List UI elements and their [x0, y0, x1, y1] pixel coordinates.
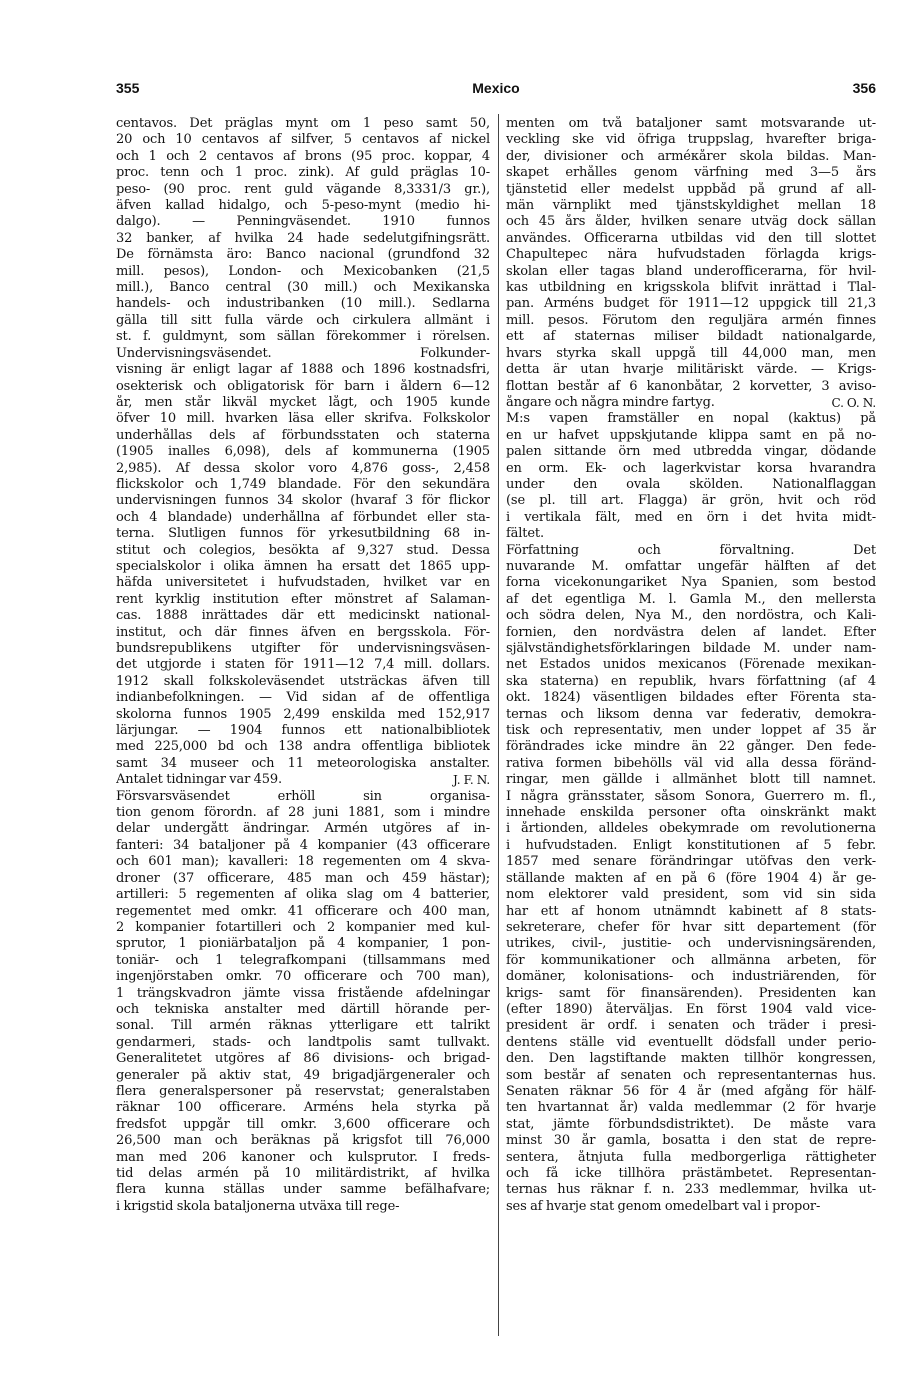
text-line [506, 1018, 876, 1034]
text-line [506, 296, 876, 312]
text-line-content: och tekniska anstalter med därtill hörande per- [116, 1001, 490, 1017]
text-line [506, 1068, 876, 1084]
text-line-content: det utgjorde i staten för 1911—12 7,4 mill. dollars. [116, 657, 490, 673]
text-line [116, 821, 490, 837]
text-line [506, 149, 876, 165]
text-line-content: artilleri: 5 regementen af olika slag om 4 batterier, [116, 887, 490, 903]
text-line-content: ett af staternas miliser bildadt nationalgarde, [506, 329, 876, 345]
text-line-content: lärjungar. — 1904 funnos ett nationalbibliotek [116, 723, 490, 739]
text-line [116, 116, 490, 132]
text-line-content: hvars styrka skall uppgå till 44,000 man, men [506, 345, 876, 361]
text-line [506, 444, 876, 460]
text-line [506, 362, 876, 378]
text-line-content: öfver 10 mill. hvarken läsa eller skrifva. Folkskolor [116, 411, 490, 427]
text-line-content: krigs- samt för finansärenden). Presidenten kan [506, 985, 876, 1001]
text-line [506, 1117, 876, 1133]
text-line-content: mill.), Banco central (30 mill.) och Mexikanska [116, 280, 490, 296]
text-line-content: dentens ställe vid eventuellt dödsfall under perio- [506, 1034, 876, 1050]
text-line-content: tjänstetid eller medelst uppbåd på grund af all- [506, 181, 876, 197]
text-line-content: specialskolor i olika ämnen ha ersatt det 1865 upp- [116, 558, 490, 574]
text-line [116, 1182, 490, 1198]
text-line [116, 1133, 490, 1149]
text-line [116, 657, 490, 673]
text-line [506, 789, 876, 805]
text-line [506, 182, 876, 198]
text-line-content: rent kyrklig institution efter mönstret af Salaman- [116, 591, 490, 607]
text-line-content: och 601 man); kavalleri: 18 regementen om 4 skva- [116, 854, 490, 870]
text-line [506, 264, 876, 280]
text-line [116, 953, 490, 969]
page-header [116, 78, 876, 98]
text-line [506, 1150, 876, 1166]
text-line-content: och 45 års ålder, hvilken senare utväg dock sällan [506, 214, 876, 230]
text-line [506, 1035, 876, 1051]
text-line [116, 887, 490, 903]
text-line [506, 657, 876, 673]
text-line [506, 1100, 876, 1116]
left-column [116, 116, 490, 1215]
text-line [506, 739, 876, 755]
text-line [506, 854, 876, 870]
text-line [506, 247, 876, 263]
text-line [506, 493, 876, 509]
text-line-content: i vertikala fält, med en örn i det hvita midt- [506, 509, 876, 525]
text-line-content: flera generalspersoner på reservstat; generalstaben [116, 1083, 490, 1099]
text-line-content: sonal. Till armén räknas ytterligare ett talrikt [116, 1018, 490, 1034]
text-line-content: dalgo). — Penningväsendet. 1910 funnos [116, 214, 490, 230]
text-line [506, 461, 876, 477]
text-line [506, 132, 876, 148]
running-head: Mexico [472, 80, 520, 96]
text-line-content: nom elektorer vald president, som vid sin sida [506, 887, 876, 903]
text-line [116, 543, 490, 559]
text-line-content: och 4 blandade) underhållna af förbundet eller sta- [116, 509, 490, 525]
column-divider [498, 114, 499, 1336]
text-line-content: domäner, kolonisations- och industriärenden, för [506, 969, 876, 985]
text-line [116, 214, 490, 230]
text-line [506, 707, 876, 723]
text-line-content: självständighetsförklaringen bildade M. under nam- [506, 641, 876, 656]
text-line-content: I några gränsstater, såsom Sonora, Guerrero m. fl., [506, 788, 876, 804]
text-line [506, 920, 876, 936]
text-line [116, 772, 490, 788]
text-line-content: fältet. [506, 526, 544, 542]
text-line-content: samt 34 museer och 11 meteorologiska anstalter. [116, 755, 490, 771]
text-line-content: ställande makten af en på 6 (före 1904 4) år ge- [506, 870, 876, 886]
text-line [506, 1182, 876, 1198]
text-line-content: förändrades icke mindre än 22 gånger. Den fede- [506, 739, 876, 755]
text-line [506, 280, 876, 296]
text-line [506, 214, 876, 230]
text-line [116, 838, 490, 854]
text-line-content: veckling ske vid öfriga truppslag, hvarefter briga- [506, 132, 876, 148]
text-line [506, 543, 876, 559]
text-line [506, 821, 876, 837]
text-line-content: gendarmeri, stads- och landtpolis samt tullvakt. [116, 1034, 490, 1050]
text-line-content: rativa formen bibehölls väl vid alla dessa föränd- [506, 755, 876, 771]
text-line [116, 165, 490, 181]
text-line-content: Antalet tidningar var 459. [116, 772, 282, 788]
text-line-content: droner (37 officerare, 485 man och 459 hästar); [116, 870, 490, 886]
text-line [506, 953, 876, 969]
text-line [116, 789, 490, 805]
text-line [506, 231, 876, 247]
text-line [506, 1166, 876, 1182]
text-line-content: skolan eller tagas bland underofficerarna, för hvil- [506, 263, 876, 279]
text-line-content: och södra delen, Nya M., den nordöstra, och Kali- [506, 608, 876, 624]
text-line [116, 707, 490, 723]
text-line-content: Undervisningsväsendet. Folkunder- [116, 345, 490, 361]
text-line-content: menten om två bataljoner samt motsvarande ut- [506, 116, 876, 131]
text-line [116, 296, 490, 312]
text-line-content: peso- (90 proc. rent guld vägande 8,3331/3 gr.), [116, 181, 490, 197]
text-line [116, 920, 490, 936]
text-line [116, 1150, 490, 1166]
text-line-content: net Estados unidos mexicanos (Förenade mexikan- [506, 657, 876, 673]
text-line [506, 477, 876, 493]
text-line-content: med 225,000 bd och 138 andra offentliga bibliotek [116, 739, 490, 755]
text-line-content: ternas och liksom denna var federativ, demokra- [506, 706, 876, 722]
text-line-content: Försvarsväsendet erhöll sin organisa- [116, 788, 490, 804]
text-line [506, 379, 876, 395]
text-line [116, 231, 490, 247]
text-line [506, 346, 876, 362]
text-line [116, 986, 490, 1002]
text-line [116, 461, 490, 477]
text-line [506, 198, 876, 214]
text-line [506, 904, 876, 920]
text-line-content: har ett af honom utnämndt kabinett af 8 stats- [506, 903, 876, 919]
text-line-content: pan. Arméns budget för 1911—12 uppgick till 21,3 [506, 296, 876, 312]
text-line [506, 329, 876, 345]
text-line-content: tid delas armén på 10 militärdistrikt, af hvilka [116, 1166, 490, 1181]
text-line [116, 1002, 490, 1018]
text-line [116, 280, 490, 296]
text-line-content: skapet erhålles genom värfning med 3—5 års [506, 165, 876, 181]
text-line [116, 690, 490, 706]
text-line [506, 116, 876, 132]
text-line [506, 805, 876, 821]
text-line-content: indianbefolkningen. — Vid sidan af de offentliga [116, 690, 490, 706]
text-line-content: (efter 1890) återväljas. En först 1904 vald vice- [506, 1001, 876, 1017]
text-line-content: palen sittande örn med utbredda vingar, dödande [506, 444, 876, 460]
text-line-content: stat, jämte förbundsdistriktet). De måste vara [506, 1116, 876, 1132]
text-line [116, 1035, 490, 1051]
text-line [506, 723, 876, 739]
text-line-content: detta är utan hvarje militäriskt värde. — Krigs- [506, 362, 876, 378]
text-line-content: (se pl. till art. Flagga) är grön, hvit och röd [506, 493, 876, 509]
text-line-content: ska staterna) en republik, hvars författning (af 4 [506, 673, 876, 689]
text-line-content: okt. 1824) väsentligen bildades efter Förenta sta- [506, 690, 876, 706]
text-line [506, 313, 876, 329]
text-line-content: af det egentliga M. l. Gamla M., den mellersta [506, 591, 876, 607]
text-line-content: osekterisk och obligatorisk för barn i åldern 6—12 [116, 378, 490, 394]
text-line [116, 198, 490, 214]
text-line [506, 641, 876, 657]
text-line [506, 969, 876, 985]
text-line [116, 1084, 490, 1100]
text-line [116, 608, 490, 624]
text-line-content: De förnämsta äro: Banco nacional (grundfond 32 [116, 247, 490, 263]
text-line [506, 674, 876, 690]
text-line-content: president är ordf. i senaten och träder i presi- [506, 1018, 876, 1034]
text-line [116, 428, 490, 444]
text-line-content: under den ovala skölden. Nationalflaggan [506, 476, 876, 492]
text-line [116, 723, 490, 739]
text-line-content: innehade enskilda personer ofta oinskränkt makt [506, 805, 876, 821]
text-line-content: användes. Officerarna utbildas vid den till slottet [506, 230, 876, 246]
text-line [116, 575, 490, 591]
text-line-content: forna vicekonungariket Nya Spanien, som bestod [506, 575, 876, 591]
text-line [116, 805, 490, 821]
text-line-content: toniär- och 1 telegrafkompani (tillsammans med [116, 952, 490, 968]
text-line [506, 1002, 876, 1018]
text-line-content: män värnplikt med tjänstskyldighet mellan 18 [506, 198, 876, 214]
text-line-content: flottan består af 6 kanonbåtar, 2 korvetter, 3 aviso- [506, 378, 876, 394]
text-line [116, 493, 490, 509]
text-line [506, 838, 876, 854]
text-line-content: räknar 100 officerare. Arméns hela styrka på [116, 1100, 490, 1116]
text-line-content: år, men står likväl mycket lågt, och 1905 kunde [116, 394, 490, 410]
text-line-content: visning är enligt lagar af 1888 och 1896 kostnadsfri, [116, 362, 490, 378]
text-line-content: Chapultepec nära hufvudstaden förlagda krigs- [506, 247, 876, 263]
text-line [506, 592, 876, 608]
right-column [506, 116, 876, 1215]
text-line [116, 526, 490, 542]
text-line-content: handels- och industribanken (10 mill.). Sedlarna [116, 296, 490, 312]
text-line-content: delar undergått ändringar. Armén utgöres af in- [116, 821, 490, 837]
text-line-content: 20 och 10 centavos af silfver, 5 centavos af nickel [116, 132, 490, 148]
text-line-content: ses af hvarje stat genom omedelbart val i propor- [506, 1198, 821, 1214]
text-line-content: häfda universitetet i hufvudstaden, hvilket var en [116, 575, 490, 591]
text-line-content: utrikes, civil-, justitie- och undervisningsärenden, [506, 936, 876, 952]
text-line [116, 592, 490, 608]
text-line [506, 625, 876, 641]
text-line-content: 2,985). Af dessa skolor voro 4,876 goss-, 2,458 [116, 460, 490, 476]
text-line-content: nuvarande M. omfattar ungefär hälften af det [506, 558, 876, 574]
text-line-content: och 1 och 2 centavos af brons (95 proc. koppar, 4 [116, 148, 490, 164]
text-line [506, 936, 876, 952]
text-line [116, 313, 490, 329]
text-line-content: 26,500 man och beräknas på krigsfot till 76,000 [116, 1133, 490, 1149]
text-line [506, 871, 876, 887]
text-line [506, 575, 876, 591]
text-line-content: fornien, den nordvästra delen af landet. Efter [506, 624, 876, 640]
text-line-content: kas utbildning en krigsskola blifvit inrättad i Tlal- [506, 280, 876, 296]
text-line-content: fredsfot uppgår till omkr. 3,600 officerare och [116, 1116, 490, 1132]
text-line [116, 477, 490, 493]
text-line-content: en ur hafvet uppskjutande klippa samt en på no- [506, 427, 876, 443]
text-line-content: sentera, åtnjuta fulla medborgerliga rättigheter [506, 1149, 876, 1165]
text-line-content: minst 30 år gamla, bosatta i den stat de repre- [506, 1133, 876, 1149]
text-line-content: centavos. Det präglas mynt om 1 peso samt 50, [116, 116, 490, 131]
text-line-content: 1912 skall folkskoleväsendet utsträckas äfven till [116, 673, 490, 689]
text-line-content: stitut och colegios, besökta af 9,327 stud. Dessa [116, 542, 490, 558]
text-line-content: M:s vapen framställer en nopal (kaktus) på [506, 411, 876, 427]
text-line [116, 264, 490, 280]
text-line-content: sekreterare, chefer för hvar sitt departement (för [506, 919, 876, 935]
text-line-content: 1 trängskvadron jämte vissa fristående afdelningar [116, 985, 490, 1001]
text-line-content: flera kunna ställas under samme befälhafvare; [116, 1182, 490, 1198]
text-line [116, 641, 490, 657]
text-line [116, 625, 490, 641]
text-line [116, 132, 490, 148]
text-line [116, 1051, 490, 1067]
text-line [116, 379, 490, 395]
text-line [116, 329, 490, 345]
text-line [506, 165, 876, 181]
text-line-content: ten hvartannat år) valda medlemmar (2 för hvarje [506, 1100, 876, 1116]
text-line [116, 362, 490, 378]
text-line [116, 1018, 490, 1034]
text-line-content: institut, och där finnes äfven en bergsskola. För- [116, 624, 490, 640]
text-line-content: Senaten räknar 56 för 4 år (med afgång för hälf- [506, 1083, 876, 1099]
text-line [506, 690, 876, 706]
text-line-content: 2 kompanier fotartilleri och 2 kompanier med kul- [116, 919, 490, 935]
text-line-content: undervisningen funnos 34 skolor (hvaraf 3 för flickor [116, 493, 490, 509]
text-line-content: underhållas dels af förbundsstaten och staterna [116, 427, 490, 443]
text-line [116, 756, 490, 772]
text-line-content: cas. 1888 inrättades där ett medicinskt national- [116, 608, 490, 624]
text-line-content: Författning och förvaltning. Det [506, 542, 876, 558]
text-line [506, 1133, 876, 1149]
text-line [506, 510, 876, 526]
text-line [506, 395, 876, 411]
text-line [116, 510, 490, 526]
text-line [116, 1100, 490, 1116]
text-line [116, 395, 490, 411]
text-line-content: der, divisioner och arméкårer skola bildas. Man- [506, 148, 876, 164]
text-line-content: mill. pesos), London- och Mexicobanken (21,5 [116, 263, 490, 279]
text-line [116, 969, 490, 985]
text-line [116, 346, 490, 362]
text-line [116, 247, 490, 263]
text-line-content: i årtionden, alldeles obekymrade om revolutionerna [506, 821, 876, 837]
text-line-content: Generalitetet utgöres af 86 divisions- och brigad- [116, 1051, 490, 1067]
page-number-right: 356 [852, 80, 876, 96]
text-line-content: bundsrepublikens utgifter för undervisningsväsen- [116, 641, 490, 656]
text-line [116, 904, 490, 920]
author-signature: C. O. N. [831, 395, 876, 410]
text-line-content: tisk och representativ, men under loppet af 35 år [506, 723, 876, 739]
text-line [116, 1068, 490, 1084]
text-line [506, 986, 876, 1002]
text-line-content: ternas hus räknar f. n. 233 medlemmar, hvilka ut- [506, 1182, 876, 1198]
text-line-content: flickskolor och 1,749 blandade. För den sekundära [116, 476, 490, 492]
text-line [506, 1051, 876, 1067]
text-line-content: fanteri: 34 bataljoner på 4 kompanier (43 officerare [116, 837, 490, 853]
text-line-content: ångare och några mindre fartyg. [506, 394, 715, 410]
text-line [116, 182, 490, 198]
text-line-content: tion genom förordn. af 28 juni 1881, som i mindre [116, 805, 490, 821]
page-number-left: 355 [116, 80, 140, 96]
text-line [506, 411, 876, 427]
text-line [506, 1084, 876, 1100]
text-line-content: ringar, men gällde i allmänhet blott till namnet. [506, 772, 876, 788]
text-line-content: mill. pesos. Förutom den reguljära armén finnes [506, 312, 876, 328]
text-line [506, 428, 876, 444]
text-line [116, 149, 490, 165]
text-line-content: för kommunikationer och allmänna arbeten, för [506, 952, 876, 968]
text-line-content: gälla till sitt fulla värde och cirkulera allmänt i [116, 312, 490, 328]
text-line [116, 1117, 490, 1133]
text-line-content: regementet med omkr. 41 officerare och 400 man, [116, 903, 490, 919]
text-line-content: ingenjörstaben omkr. 70 officerare och 700 man), [116, 969, 490, 985]
text-line [116, 674, 490, 690]
text-line [116, 854, 490, 870]
text-line-content: äfven kallad hidalgo, och 5-peso-mynt (medio hi- [116, 198, 490, 214]
text-line-content: skolorna funnos 1905 2,499 enskilda med 152,917 [116, 706, 490, 722]
text-line-content: den. Den lagstiftande makten tillhör kongressen, [506, 1051, 876, 1067]
text-line [116, 1166, 490, 1182]
text-line [506, 526, 876, 542]
text-line-content: sprutor, 1 pioniärbataljon på 4 kompanier, 1 pon- [116, 936, 490, 952]
text-line [116, 936, 490, 952]
text-line-content: som består af senaten och representanternas hus. [506, 1067, 876, 1083]
text-line-content: en orm. Ek- och lagerkvistar korsa hvarandra [506, 460, 876, 476]
text-line [506, 559, 876, 575]
text-line [116, 1199, 490, 1215]
text-line [506, 608, 876, 624]
text-line-content: och få icke tillhöra prästämbetet. Representan- [506, 1166, 876, 1181]
text-line-content: st. f. guldmynt, som sällan förekommer i rörelsen. [116, 329, 490, 345]
author-signature: J. F. N. [453, 773, 490, 788]
text-line-content: i hufvudstaden. Enligt konstitutionen af 5 febr. [506, 837, 876, 853]
text-line-content: 1857 med senare förändringar utöfvas den verk- [506, 854, 876, 870]
text-line [506, 756, 876, 772]
text-line-content: (1905 inalles 6,098), dels af kommunerna (1905 [116, 444, 490, 460]
text-line-content: 32 banker, af hvilka 24 hade sedelutgifningsrätt. [116, 230, 490, 246]
text-line-content: terna. Slutligen funnos för yrkesutbildning 68 in- [116, 526, 490, 542]
text-line [116, 444, 490, 460]
text-line-content: generaler på aktiv stat, 49 brigadjärgeneraler och [116, 1067, 490, 1083]
text-line [506, 772, 876, 788]
text-line [506, 887, 876, 903]
text-line [116, 871, 490, 887]
text-line [116, 739, 490, 755]
text-line [116, 411, 490, 427]
text-line [116, 559, 490, 575]
text-line [506, 1199, 876, 1215]
text-line-content: proc. tenn och 1 proc. zink). Af guld präglas 10- [116, 165, 490, 181]
text-line-content: i krigstid skola bataljonerna utväxa till rege- [116, 1198, 400, 1214]
text-line-content: man med 206 kanoner och kulsprutor. I freds- [116, 1149, 490, 1165]
